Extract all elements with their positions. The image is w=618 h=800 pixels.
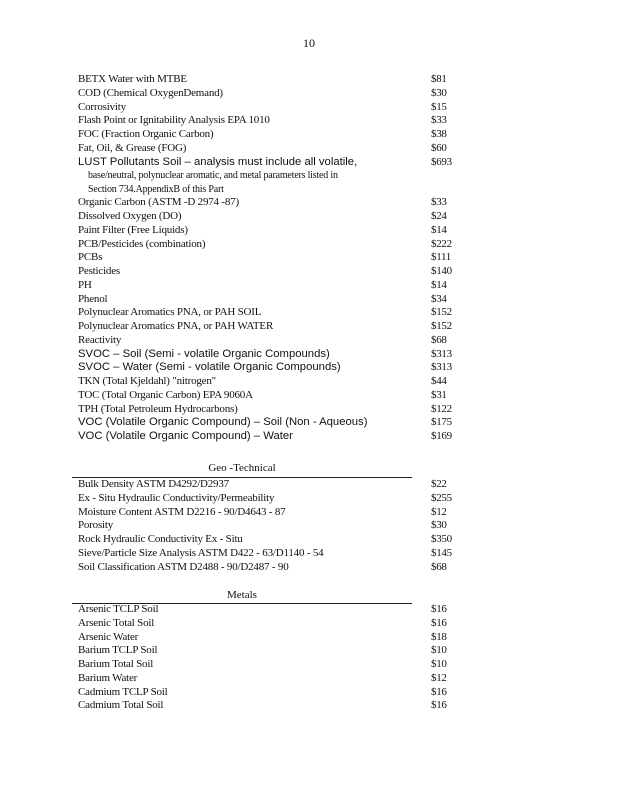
- item-price: $145: [431, 546, 452, 559]
- list-item: [78, 265, 450, 279]
- list-item: [78, 547, 450, 561]
- list-item: [78, 416, 450, 430]
- list-item: [78, 101, 450, 115]
- list-item: [78, 617, 450, 631]
- list-item: [78, 533, 450, 547]
- item-price: $31: [431, 388, 447, 401]
- list-item: [78, 279, 450, 293]
- item-name: Sieve/Particle Size Analysis ASTM D422 - 63/D1140 - 54: [78, 546, 324, 559]
- item-name: PCBs: [78, 251, 103, 264]
- list-item: [78, 375, 450, 389]
- item-price: $22: [431, 478, 447, 490]
- item-price: $14: [431, 223, 447, 236]
- item-price: $175: [431, 416, 452, 429]
- list-item: [78, 492, 450, 506]
- item-name: Flash Point or Ignitability Analysis EPA 1010: [78, 114, 270, 127]
- list-item: [78, 430, 450, 444]
- item-name: Paint Filter (Free Liquids): [78, 223, 188, 236]
- item-name: PCB/Pesticides (combination): [78, 237, 206, 250]
- list-item: [78, 334, 450, 348]
- list-item-note: base/neutral, polynuclear aromatic, and metal parameters listed in: [88, 170, 338, 182]
- item-price: $222: [431, 237, 452, 250]
- list-item: [78, 293, 450, 307]
- list-item: [78, 644, 450, 658]
- list-item: [78, 128, 450, 142]
- item-price: $10: [431, 644, 447, 657]
- page-number: 10: [303, 36, 315, 50]
- item-price: $15: [431, 100, 447, 113]
- item-price: $255: [431, 491, 452, 504]
- item-price: $18: [431, 630, 447, 643]
- list-item: [78, 631, 450, 645]
- metals-heading: Metals: [227, 589, 257, 601]
- item-price: $16: [431, 685, 447, 698]
- item-name: Cadmium TCLP Soil: [78, 685, 168, 698]
- list-item: [78, 156, 450, 170]
- item-price: $12: [431, 671, 447, 684]
- item-price: $81: [431, 73, 447, 85]
- list-item-note: Section 734.AppendixB of this Part: [88, 183, 224, 195]
- list-item: [78, 603, 450, 617]
- item-price: $16: [431, 699, 447, 712]
- item-price: $350: [431, 533, 452, 545]
- item-name: Barium Total Soil: [78, 658, 154, 670]
- item-price: $16: [431, 616, 447, 629]
- list-item: [78, 561, 450, 575]
- lab-tests-list: [78, 73, 450, 444]
- item-name: Barium TCLP Soil: [78, 644, 158, 657]
- item-name: Polynuclear Aromatics PNA, or PAH WATER: [78, 320, 274, 332]
- list-item: [78, 238, 450, 252]
- item-name: Barium Water: [78, 671, 138, 684]
- list-item: [78, 389, 450, 403]
- item-name: Reactivity: [78, 333, 122, 346]
- item-name: LUST Pollutants Soil – analysis must include all volatile,: [78, 155, 358, 168]
- item-name: SVOC – Water (Semi - volatile Organic Compounds): [78, 361, 341, 374]
- item-price: $60: [431, 141, 447, 154]
- list-item: [78, 506, 450, 520]
- list-item: [78, 142, 450, 156]
- item-name: TKN (Total Kjeldahl) "nitrogen": [78, 375, 216, 387]
- item-name: BETX Water with MTBE: [78, 73, 187, 85]
- list-item: [78, 672, 450, 686]
- item-name: Moisture Content ASTM D2216 - 90/D4643 - 87: [78, 505, 286, 518]
- item-price: $111: [431, 251, 451, 264]
- item-price: $140: [431, 265, 452, 277]
- item-price: $30: [431, 86, 447, 99]
- metals-list: [78, 603, 450, 713]
- item-price: $693: [431, 155, 452, 168]
- item-price: $33: [431, 196, 447, 209]
- item-name: TOC (Total Organic Carbon) EPA 9060A: [78, 388, 253, 401]
- item-name: Rock Hydraulic Conductivity Ex - Situ: [78, 533, 243, 545]
- item-price: $44: [431, 375, 447, 387]
- item-price: $12: [431, 505, 447, 518]
- item-name: COD (Chemical OxygenDemand): [78, 86, 223, 99]
- item-price: $313: [431, 361, 452, 374]
- item-price: $16: [431, 603, 447, 615]
- list-item: [78, 210, 450, 224]
- item-price: $68: [431, 333, 447, 346]
- item-price: $33: [431, 114, 447, 127]
- list-item: [78, 73, 450, 87]
- item-name: Bulk Density ASTM D4292/D2937: [78, 478, 229, 490]
- item-name: Cadmium Total Soil: [78, 699, 164, 712]
- list-item: [78, 658, 450, 672]
- geo-technical-heading: Geo -Technical: [208, 462, 276, 474]
- item-name: SVOC – Soil (Semi - volatile Organic Compounds): [78, 347, 330, 360]
- item-name: Dissolved Oxygen (DO): [78, 210, 182, 222]
- item-name: Arsenic Water: [78, 630, 139, 643]
- list-item: [78, 699, 450, 713]
- item-name: TPH (Total Petroleum Hydrocarbons): [78, 402, 238, 415]
- list-item: [78, 686, 450, 700]
- item-price: $24: [431, 210, 447, 222]
- item-name: VOC (Volatile Organic Compound) – Soil (Non - Aqueous): [78, 416, 368, 429]
- list-item: [78, 320, 450, 334]
- list-item: [78, 403, 450, 417]
- item-name: Corrosivity: [78, 100, 126, 113]
- item-name: Soil Classification ASTM D2488 - 90/D2487 - 90: [78, 560, 289, 573]
- item-price: $313: [431, 347, 452, 360]
- item-price: $30: [431, 519, 447, 532]
- item-price: $68: [431, 560, 447, 573]
- item-name: Arsenic TCLP Soil: [78, 603, 159, 615]
- item-name: Pesticides: [78, 265, 120, 277]
- item-price: $152: [431, 320, 452, 332]
- list-item: [78, 87, 450, 101]
- item-name: Phenol: [78, 292, 108, 305]
- item-price: $38: [431, 128, 447, 140]
- item-name: Polynuclear Aromatics PNA, or PAH SOIL: [78, 306, 262, 319]
- geo-technical-list: [78, 478, 450, 574]
- item-price: $10: [431, 658, 447, 670]
- list-item: [78, 361, 450, 375]
- list-item: [78, 196, 450, 210]
- item-name: VOC (Volatile Organic Compound) – Water: [78, 430, 293, 442]
- item-name: PH: [78, 278, 92, 291]
- item-name: Arsenic Total Soil: [78, 616, 155, 629]
- list-item: [78, 224, 450, 238]
- item-price: $152: [431, 306, 452, 319]
- item-name: FOC (Fraction Organic Carbon): [78, 128, 214, 140]
- list-item: [78, 306, 450, 320]
- item-name: Fat, Oil, & Grease (FOG): [78, 141, 187, 154]
- item-price: $14: [431, 278, 447, 291]
- list-item: [78, 348, 450, 362]
- item-price: $34: [431, 292, 447, 305]
- list-item: [78, 519, 450, 533]
- list-item: [78, 251, 450, 265]
- item-name: Porosity: [78, 519, 114, 532]
- list-item: [78, 478, 450, 492]
- list-item: [78, 114, 450, 128]
- item-price: $122: [431, 402, 452, 415]
- item-name: Ex - Situ Hydraulic Conductivity/Permeability: [78, 491, 275, 504]
- item-price: $169: [431, 430, 452, 442]
- item-name: Organic Carbon (ASTM -D 2974 -87): [78, 196, 239, 209]
